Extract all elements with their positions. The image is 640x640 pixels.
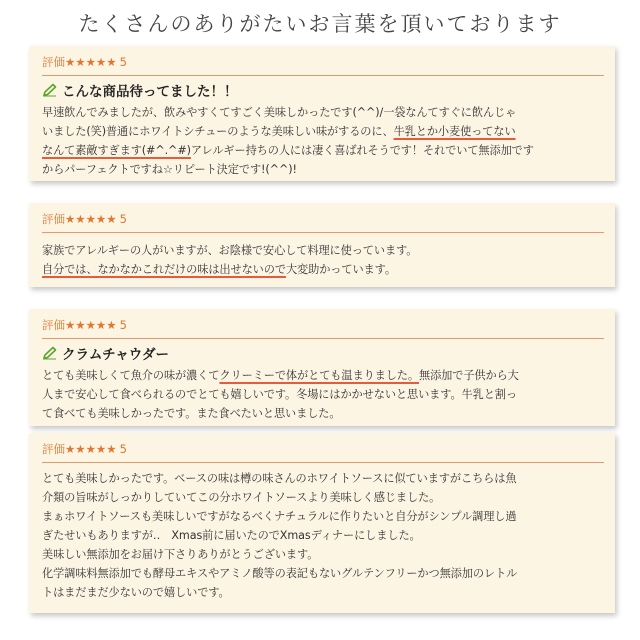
text-segment: とても美味しくて魚介の味が濃くて [42, 369, 220, 382]
highlighted-phrase: クリーミーで体がとても温まりました。 [219, 369, 419, 382]
review-text-line [42, 545, 604, 564]
review-body [42, 103, 604, 179]
text-segment: 介類の旨味がしっかりしていてこの分ホワイトソースより美味しく感じました。 [42, 491, 441, 504]
pencil-icon [42, 346, 58, 360]
review-text-line [42, 385, 604, 404]
review-headline-text: こんな商品待ってました！！ [62, 84, 238, 100]
review-text-line [42, 526, 604, 545]
review-text-line [42, 141, 604, 160]
rating [42, 211, 604, 233]
review-text-line [42, 241, 604, 260]
rating [42, 317, 604, 339]
text-segment: まぁホワイトソースも美味しいですがなるべくナチュラルに作りたいと自分がシンプル調理し過 [42, 510, 517, 523]
text-segment: トはまだまだ少ないので嬉しいです。 [42, 586, 230, 599]
review-text-line [42, 160, 604, 179]
text-segment: て食べても美味しかったです。また食べたいと思いました。 [42, 407, 341, 420]
review-text-line [42, 103, 604, 122]
text-segment: 人まで安心して食べられるのでとても嬉しいです。冬場にはかかせないと思います。牛乳と割っ [42, 388, 517, 401]
text-segment: 美味しい無添加をお届け下さりありがとうございます。 [42, 548, 319, 561]
highlighted-phrase: なんて素敵すぎます(#^.^#) [42, 144, 191, 157]
text-segment: 無添加で子供から大 [418, 369, 519, 382]
rating-value: 5 [119, 442, 127, 456]
text-segment: 早速飲んでみましたが、飲みやすくてすごく美味しかったです(^^)/一袋なんてすぐに飲んじゃ [42, 106, 517, 119]
highlighted-phrase: 自分では、なかなかこれだけの味は出せないので [42, 263, 286, 276]
pencil-icon [42, 83, 58, 97]
highlighted-phrase: 牛乳とか小麦使ってない [393, 125, 516, 138]
page-title: たくさんのありがたいお言葉を頂いております [78, 12, 562, 36]
rating-stars: 評価★★★★★ [42, 212, 117, 226]
review-text-line [42, 366, 604, 385]
review-card [29, 46, 615, 181]
review-card [29, 309, 615, 426]
rating-stars: 評価★★★★★ [42, 318, 117, 332]
rating-value: 5 [119, 318, 127, 332]
review-headline-text: クラムチャウダー [62, 347, 170, 363]
rating-value: 5 [119, 55, 127, 69]
review-headline [42, 80, 604, 100]
review-headline [42, 343, 604, 363]
rating [42, 441, 604, 463]
text-segment: とても美味しかったです。ベースの味は樽の味さんのホワイトソースに似ていますがこちらは魚 [42, 472, 517, 485]
rating [42, 54, 604, 76]
review-text-line [42, 260, 604, 279]
review-text-line [42, 564, 604, 583]
text-segment: ぎたせいもありますが‥ Xmas前に届いたのでXmasディナーにしました。 [42, 529, 421, 542]
review-text-line [42, 404, 604, 423]
review-text-line [42, 583, 604, 602]
review-body [42, 241, 604, 279]
review-card [29, 203, 615, 287]
text-segment: からパーフェクトですね☆リピート決定です!(^^)! [42, 163, 297, 176]
rating-stars: 評価★★★★★ [42, 442, 117, 456]
review-text-line [42, 507, 604, 526]
text-segment: 家族でアレルギーの人がいますが、お陰様で安心して料理に使っています。 [42, 244, 418, 257]
text-segment: 大変助かっています。 [285, 263, 396, 276]
text-segment: いました(笑)普通にホワイトシチューのような美味しい味がするのに、 [42, 125, 394, 138]
rating-stars: 評価★★★★★ [42, 55, 117, 69]
review-text-line [42, 122, 604, 141]
text-segment: 化学調味料無添加でも酵母エキスやアミノ酸等の表記もないグルテンフリーかつ無添加のレトル [42, 567, 518, 580]
review-text-line [42, 469, 604, 488]
review-text-line [42, 488, 604, 507]
text-segment: アレルギー持ちの人には凄く喜ばれそうです！それでいて無添加です [190, 144, 534, 157]
review-card [29, 433, 615, 613]
review-body [42, 366, 604, 423]
review-body [42, 469, 604, 602]
rating-value: 5 [119, 212, 127, 226]
